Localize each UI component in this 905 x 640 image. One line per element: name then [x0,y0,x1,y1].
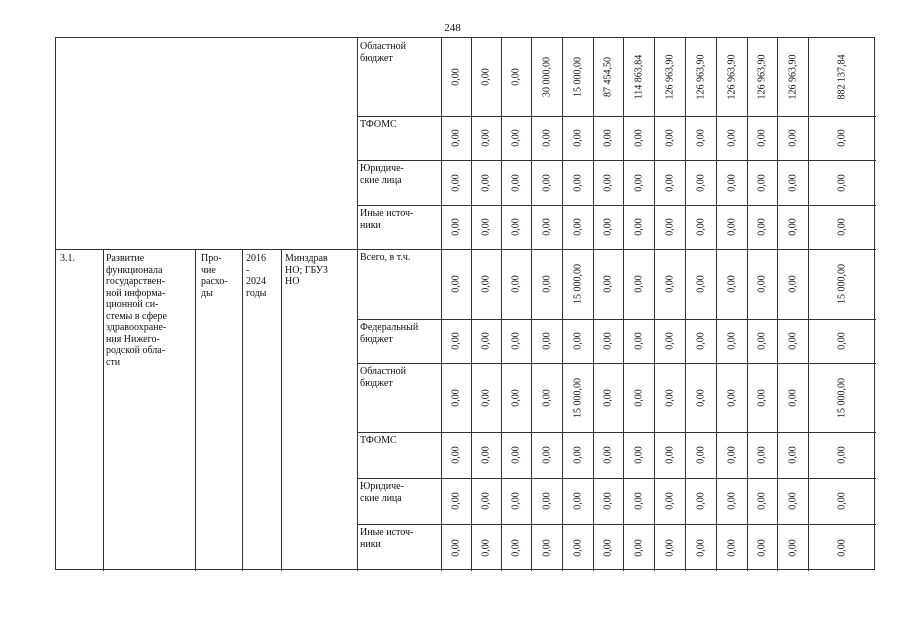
top-value-cell: 0,00 [602,129,614,147]
table-rule [357,432,876,433]
top-value-cell: 0,00 [664,173,675,192]
item-value-cell: 0,00 [602,388,614,407]
item-value-cell: 0,00 [726,538,737,557]
top-source-label: Иные источ- ники [360,208,414,231]
item-value-cell: 0,00 [836,538,848,557]
table-rule [808,38,809,571]
top-value-cell: 0,00 [695,129,706,147]
item-value-cell: 15 000,00 [572,264,583,304]
top-value-cell: 0,00 [836,218,848,236]
item-value-cell: 0,00 [602,538,614,557]
item-value-cell: 15 000,00 [836,377,848,418]
item-value-cell: 0,00 [510,275,522,293]
top-value-cell: 126 963,90 [726,54,737,100]
table-rule [716,38,717,571]
executor: Минздрав НО; ГБУЗ НО [285,253,328,287]
item-value-cell: 0,00 [787,492,798,510]
top-value-cell: 0,00 [695,173,706,192]
item-value-cell: 0,00 [726,492,737,510]
top-value-cell: 0,00 [726,173,737,192]
top-value-cell: 126 963,90 [787,54,798,100]
item-value-cell: 0,00 [756,275,768,293]
top-value-cell: 126 963,90 [664,54,675,100]
item-value-cell: 0,00 [633,492,644,510]
table-rule [623,38,624,571]
item-value-cell: 0,00 [510,332,522,350]
item-value-cell: 0,00 [664,538,675,557]
table-rule [103,249,104,571]
top-value-cell: 0,00 [756,173,768,192]
item-value-cell: 0,00 [787,388,798,407]
top-source-label: ТФОМС [360,119,397,130]
top-value-cell: 0,00 [602,218,614,236]
top-value-cell: 114 863,84 [633,54,644,100]
table-rule [593,38,594,571]
top-value-cell: 0,00 [541,129,552,147]
item-value-cell: 0,00 [510,446,522,464]
item-source-label: ТФОМС [360,435,397,446]
top-value-cell: 0,00 [726,129,737,147]
item-value-cell: 0,00 [664,492,675,510]
table-rule [56,249,876,250]
top-value-cell: 0,00 [756,218,768,236]
item-source-label: Иные источ- ники [360,527,414,550]
item-value-cell: 0,00 [633,332,644,350]
table-rule [281,249,282,571]
item-value-cell: 0,00 [541,492,552,510]
top-source-label: Юридиче- ские лица [360,163,404,186]
item-value-cell: 0,00 [602,275,614,293]
item-value-cell: 0,00 [695,388,706,407]
item-value-cell: 0,00 [664,332,675,350]
item-value-cell: 0,00 [602,332,614,350]
top-value-cell: 0,00 [695,218,706,236]
item-value-cell: 0,00 [695,275,706,293]
item-value-cell: 0,00 [572,332,583,350]
table-rule [357,478,876,479]
table-rule [531,38,532,571]
top-value-cell: 0,00 [510,68,522,86]
item-value-cell: 0,00 [836,332,848,350]
top-source-label: Областной бюджет [360,41,407,64]
item-value-cell: 0,00 [787,275,798,293]
top-value-cell: 0,00 [480,129,492,147]
top-value-cell: 0,00 [450,173,462,192]
top-value-cell: 0,00 [480,68,492,86]
item-value-cell: 0,00 [756,388,768,407]
item-value-cell: 0,00 [756,332,768,350]
item-value-cell: 0,00 [541,332,552,350]
item-value-cell: 0,00 [756,446,768,464]
table-rule [471,38,472,571]
top-value-cell: 0,00 [836,173,848,192]
item-value-cell: 0,00 [510,538,522,557]
top-value-cell: 0,00 [633,173,644,192]
top-value-cell: 0,00 [510,129,522,147]
top-value-cell: 0,00 [572,129,583,147]
item-source-label: Федеральный бюджет [360,322,419,345]
top-value-cell: 30 000,00 [541,57,552,97]
item-value-cell: 0,00 [726,332,737,350]
item-value-cell: 0,00 [450,332,462,350]
top-value-cell: 126 963,90 [695,54,706,100]
top-value-cell: 0,00 [787,129,798,147]
item-number: 3.1. [60,253,75,264]
top-value-cell: 0,00 [836,129,848,147]
item-source-label: Юридиче- ские лица [360,481,404,504]
item-value-cell: 0,00 [572,446,583,464]
top-value-cell: 0,00 [480,218,492,236]
table-rule [654,38,655,571]
item-value-cell: 0,00 [450,388,462,407]
top-value-cell: 87 454,50 [602,57,614,97]
item-value-cell: 0,00 [602,446,614,464]
top-value-cell: 0,00 [450,129,462,147]
top-value-cell: 0,00 [726,218,737,236]
item-value-cell: 0,00 [664,388,675,407]
table-rule [357,319,876,320]
item-value-cell: 0,00 [450,446,462,464]
item-value-cell: 0,00 [633,538,644,557]
table-rule [357,38,358,571]
item-value-cell: 0,00 [480,275,492,293]
table-rule [357,524,876,525]
top-value-cell: 0,00 [756,129,768,147]
item-value-cell: 0,00 [787,538,798,557]
top-value-cell: 0,00 [572,218,583,236]
table-rule [357,116,876,117]
item-value-cell: 0,00 [480,492,492,510]
top-value-cell: 0,00 [541,173,552,192]
item-source-label: Всего, в т.ч. [360,252,411,263]
item-value-cell: 0,00 [480,388,492,407]
top-value-cell: 0,00 [664,129,675,147]
top-value-cell: 882 137,84 [836,54,848,100]
item-value-cell: 0,00 [450,492,462,510]
item-value-cell: 0,00 [695,538,706,557]
table-rule [747,38,748,571]
item-value-cell: 0,00 [787,446,798,464]
top-value-cell: 0,00 [633,129,644,147]
item-value-cell: 0,00 [756,492,768,510]
item-value-cell: 0,00 [633,275,644,293]
top-value-cell: 0,00 [633,218,644,236]
item-value-cell: 0,00 [726,275,737,293]
item-value-cell: 0,00 [510,492,522,510]
item-value-cell: 0,00 [836,446,848,464]
top-value-cell: 0,00 [602,173,614,192]
item-value-cell: 0,00 [726,446,737,464]
period: 2016 - 2024 годы [246,253,267,299]
item-value-cell: 0,00 [787,332,798,350]
top-value-cell: 0,00 [510,218,522,236]
item-value-cell: 0,00 [450,538,462,557]
item-value-cell: 0,00 [664,446,675,464]
item-value-cell: 0,00 [633,446,644,464]
item-value-cell: 0,00 [541,388,552,407]
page-number: 248 [444,22,461,34]
expense-type: Про- чие расхо- ды [201,253,228,299]
item-title: Развитие функционала государствен- ной информа- ционной си- стемы в сфере здравоохране- ния Нижего- родской обла- сти [106,253,167,368]
item-value-cell: 0,00 [633,388,644,407]
item-value-cell: 0,00 [695,332,706,350]
item-value-cell: 0,00 [480,446,492,464]
top-value-cell: 0,00 [450,218,462,236]
item-value-cell: 0,00 [695,492,706,510]
item-value-cell: 0,00 [664,275,675,293]
table-rule [357,160,876,161]
item-value-cell: 0,00 [541,538,552,557]
item-value-cell: 0,00 [572,538,583,557]
item-value-cell: 0,00 [602,492,614,510]
table-rule [357,205,876,206]
top-value-cell: 0,00 [572,173,583,192]
top-value-cell: 0,00 [510,173,522,192]
table-rule [242,249,243,571]
top-value-cell: 0,00 [664,218,675,236]
table-rule [685,38,686,571]
item-value-cell: 0,00 [836,492,848,510]
top-value-cell: 126 963,90 [756,54,768,100]
item-value-cell: 0,00 [541,446,552,464]
item-value-cell: 0,00 [756,538,768,557]
table-rule [501,38,502,571]
top-value-cell: 0,00 [480,173,492,192]
top-value-cell: 0,00 [787,173,798,192]
item-value-cell: 15 000,00 [572,377,583,418]
item-value-cell: 0,00 [572,492,583,510]
item-value-cell: 15 000,00 [836,264,848,304]
item-value-cell: 0,00 [450,275,462,293]
table-rule [357,363,876,364]
item-value-cell: 0,00 [480,332,492,350]
table-rule [441,38,442,571]
top-value-cell: 0,00 [450,68,462,86]
item-source-label: Областной бюджет [360,366,407,389]
item-value-cell: 0,00 [480,538,492,557]
table-rule [562,38,563,571]
top-value-cell: 15 000,00 [572,57,583,97]
item-value-cell: 0,00 [541,275,552,293]
item-value-cell: 0,00 [695,446,706,464]
item-value-cell: 0,00 [510,388,522,407]
top-value-cell: 0,00 [787,218,798,236]
budget-table [55,37,875,570]
table-rule [777,38,778,571]
top-value-cell: 0,00 [541,218,552,236]
item-value-cell: 0,00 [726,388,737,407]
table-rule [195,249,196,571]
